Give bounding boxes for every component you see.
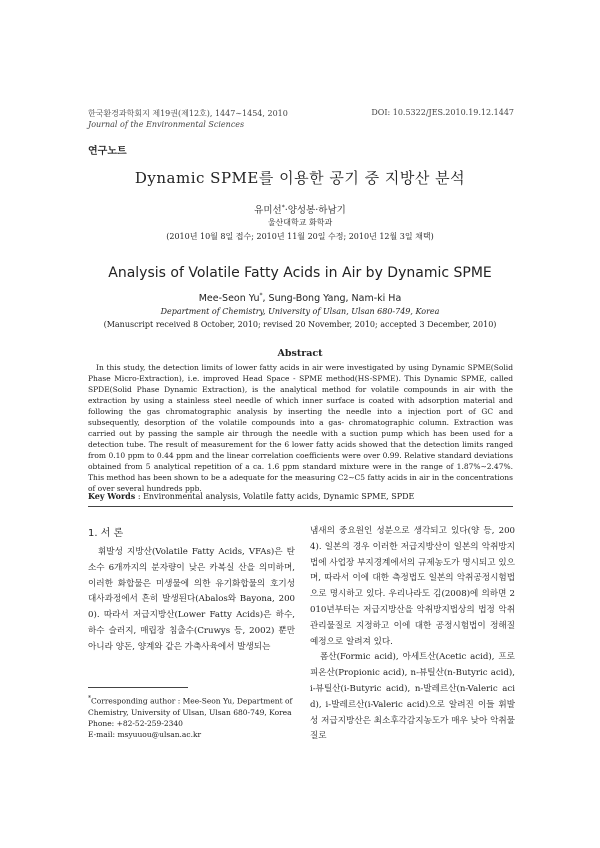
- english-dates: (Manuscript received 8 October, 2010; revised 20 November, 2010; accepted 3 December, 2010): [103, 320, 497, 329]
- footnote-divider: [88, 687, 188, 688]
- abstract-text: In this study, the detection limits of lower fatty acids in air were investigated by using Dynamic SPME(Solid Phase Micro-Extraction), i.e. improved Head Space - SPME method(HS-SPME). This Dynamic SPME, called SPDE(Solid Phase Dynamic Extraction), is the analytical method for volatile compounds in air with the extraction by using a stainless steel needle of which inner surface is coated with adsorption material and following the gas chromatographic analysis by inserting the needle into a injection port of GC and subsequently, desorption of the volatile compounds into a gas- chromatographic column. Extraction was carried out by passing the sample air through the needle with a suction pump which has been used for a detection tube. The result of measurement for the 6 lower fatty acids showed that the detection limits ranged from 0.10 ppm to 0.44 ppm and the linear correlation coefficients were over 0.99. Relative standard deviations obtained from 5 analytical repetition of a ca. 1.6 ppm standard mixture were in the range of 1.87%∼2.47%. This method has been shown to be a adequate for the measuring C2∼C5 fatty acids in air in the concentrations of over several hundreds ppb.: [88, 363, 513, 493]
- body-right-paragraph-1: 냄새의 중요원인 성분으로 생각되고 있다(양 등, 2004). 일본의 경우 이러한 저급지방산이 일본의 악취방지법에 사업장 부지경계에서의 규제농도가 명시되고 있으며, 따라서 이에 대한 측정법도 일본의 악취공정시험법으로 명시하고 있다. 우리나라도 김(2008)에 의하면 2010년부터는 저급지방산을 악취방지법상의 법정 악취관리물질로 지정하고 이에 대한 공정시험법이 정해질 예정으로 알려져 있다.: [310, 526, 515, 647]
- korean-author-first: 유미선: [254, 205, 282, 216]
- korean-authors: [0, 202, 600, 216]
- footnote: [88, 693, 298, 740]
- keywords-label: Key Words: [88, 491, 136, 501]
- corresponding-mark: *: [281, 203, 285, 211]
- keywords: [88, 491, 414, 501]
- corresponding-mark-en: *: [259, 292, 263, 299]
- body-left-column: 휘발성 지방산(Volatile Fatty Acids, VFAs)은 탄소수 6개까지의 분자량이 낮은 카복실 산을 의미하며, 이러한 화합물은 미생물에 의한 유기화합물의 호기성 대사과정에서 흔히 발생된다(Abalos와 Bayona, 2000). 따라서 저급지방산(Lower Fatty Acids)은 하수, 하수 슬러지, 매립장 침출수(Cruwys 등, 2002) 뿐만 아니라 양돈, 양계와 같은 가축사육에서 발생되는: [88, 547, 295, 652]
- footnote-mark: *: [88, 695, 91, 702]
- divider: [88, 506, 513, 507]
- body-right-paragraph-2: 폼산(Formic acid), 아세트산(Acetic acid), 프로피온산(Propionic acid), n-뷰틸산(n-Butyric acid), i-뷰틸산(i-Butyric acid), n-발레르산(n-Valeric acid), i-발레르산(i-Valeric acid)으로 알려진 이들 휘발성 저급지방산은 최소후각감지농도가 매우 낮아 악취물질로: [310, 652, 515, 742]
- english-authors: [0, 292, 600, 304]
- korean-title: Dynamic SPME를 이용한 공기 중 지방산 분석: [134, 169, 466, 187]
- english-authors-rest: , Sung-Bong Yang, Nam-ki Ha: [262, 293, 402, 305]
- english-author-first: Mee-Seon Yu: [198, 293, 260, 305]
- footnote-phone: Phone: +82-52-259-2340: [88, 718, 183, 728]
- korean-dates: (2010년 10월 8일 접수; 2010년 11월 20일 수정; 2010년 12월 3일 채택): [166, 232, 434, 241]
- footnote-email: E-mail: msyuuou@ulsan.ac.kr: [88, 729, 202, 739]
- citation: 한국환경과학회지 제19권(제12호), 1447∼1454, 2010: [88, 109, 288, 118]
- doi: DOI: 10.5322/JES.2010.19.12.1447: [371, 108, 514, 117]
- footnote-corresponding: Corresponding author : Mee-Seon Yu, Department of Chemistry, University of Ulsan, Ulsan 680-749, Korea: [88, 696, 293, 717]
- english-affiliation: Department of Chemistry, University of Ulsan, Ulsan 680-749, Korea: [160, 307, 440, 316]
- section-heading: 1. 서 론: [88, 528, 124, 539]
- body-right-column: [310, 524, 515, 745]
- keywords-text: : Environmental analysis, Volatile fatty acids, Dynamic SPME, SPDE: [135, 492, 415, 501]
- abstract-heading: Abstract: [277, 348, 323, 359]
- journal-header: [88, 108, 288, 130]
- korean-authors-rest: ·양성봉·하남기: [284, 205, 346, 216]
- journal-name: Journal of the Environmental Sciences: [88, 120, 245, 129]
- article-category: 연구노트: [88, 146, 127, 157]
- english-title: Analysis of Volatile Fatty Acids in Air by Dynamic SPME: [108, 265, 492, 281]
- korean-affiliation: 울산대학교 화학과: [267, 218, 333, 227]
